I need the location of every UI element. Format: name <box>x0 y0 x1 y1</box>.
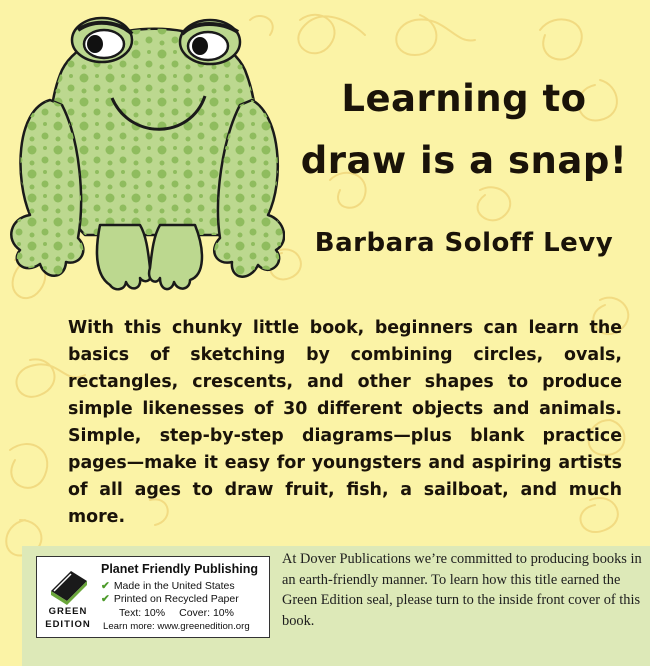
seal-heading: Planet Friendly Publishing <box>101 562 258 576</box>
book-description: With this chunky little book, beginners can learn the basics of sketching by combining circles, ovals, rectangles, crescents, and other shapes to produce simple likenesses of 30 different objects and animals. Simple, step-by-step diagrams—plus blank practice pages—make it easy for youngsters and aspiring artists of all ages to draw fruit, fish, a sailboat, and much more. <box>68 318 622 527</box>
author-name: Barbara Soloff Levy <box>314 228 614 258</box>
learn-more-text: Learn more: www.greenedition.org <box>103 621 250 632</box>
text-recycled-stat: Text: 10% <box>119 607 166 619</box>
headline <box>278 68 650 192</box>
seal-checklist <box>101 580 239 606</box>
checkmark-icon: ✔ <box>101 580 110 592</box>
dover-statement: At Dover Publications we’re committed to producing books in an earth-friendly manner. To learn how this title earned the Green Edition seal, please turn to the inside front cover of this book. <box>282 551 642 629</box>
headline-line-2: draw is a snap! <box>300 139 628 182</box>
recycled-content-stats <box>119 607 234 619</box>
book-icon <box>45 561 93 605</box>
seal-item: ✔ Made in the United States <box>101 580 235 592</box>
seal-item: ✔ Printed on Recycled Paper <box>101 593 239 605</box>
frog-illustration <box>0 0 285 300</box>
checkmark-icon: ✔ <box>101 593 110 605</box>
headline-line-1: Learning to <box>341 77 587 120</box>
seal-logo-edition: EDITION <box>45 619 91 630</box>
green-edition-seal <box>36 556 270 638</box>
cover-recycled-stat: Cover: 10% <box>179 607 234 619</box>
seal-logo-green: GREEN <box>48 606 88 617</box>
